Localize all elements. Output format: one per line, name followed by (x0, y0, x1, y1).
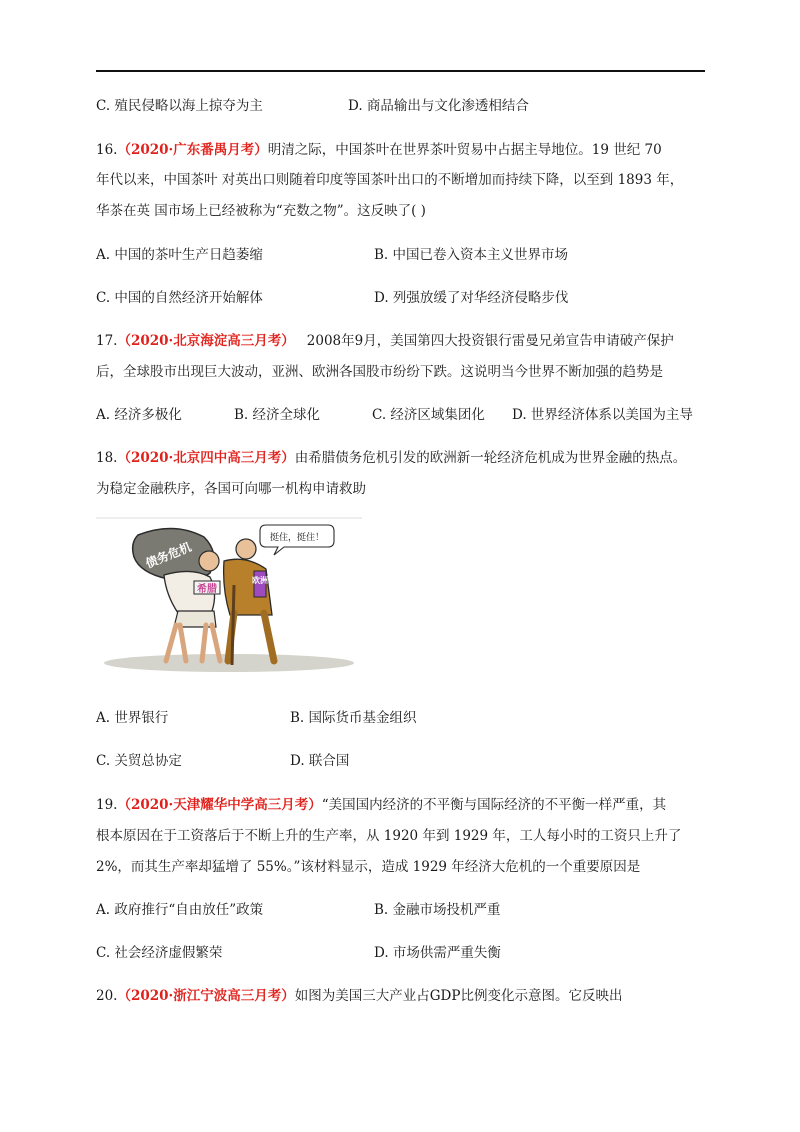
q19-number: 19. (96, 797, 118, 813)
q16-option-a[interactable]: A. 中国的茶叶生产日趋萎缩 (96, 247, 263, 263)
q19-stem-line1 (96, 795, 666, 815)
debt-crisis-cartoon (96, 515, 362, 673)
q17-option-d[interactable]: D. 世界经济体系以美国为主导 (512, 407, 693, 423)
greece-label: 希腊 (197, 584, 217, 595)
q16-text-2: 年代以来，中国茶叶 对英出口则随着印度等国茶叶出口的不断增加而持续下降，以至到 1893 年， (96, 172, 684, 188)
q18-source: （2020·北京四中高三月考） (117, 450, 295, 466)
q19-text-2: 根本原因在于工资落后于不断上升的生产率，从 1920 年到 1929 年，工人每小时的工资只上升了 (96, 828, 682, 844)
q19-option-d[interactable]: D. 市场供需严重失衡 (374, 945, 501, 961)
q18-option-b[interactable]: B. 国际货币基金组织 (290, 710, 417, 726)
q20-source: （2020·浙江宁波高三月考） (117, 988, 295, 1004)
q16-option-d[interactable]: D. 列强放缓了对华经济侵略步伐 (374, 290, 569, 306)
q19-option-a[interactable]: A. 政府推行“自由放任”政策 (96, 902, 264, 918)
q17-option-b[interactable]: B. 经济全球化 (234, 407, 321, 423)
q18-text-1: 由希腊债务危机引发的欧洲新一轮经济危机成为世界金融的热点。 (294, 450, 687, 466)
sack-label: 债务危机 (143, 539, 194, 571)
europe-label: 欧洲 (252, 575, 268, 585)
q16-option-c[interactable]: C. 中国的自然经济开始解体 (96, 290, 263, 306)
q17-source: （2020·北京海淀高三月考） (117, 333, 295, 349)
q15-option-d[interactable]: D. 商品输出与文化渗透相结合 (348, 98, 529, 114)
q16-number: 16. (96, 142, 118, 158)
q18-option-d[interactable]: D. 联合国 (290, 753, 350, 769)
q19-text-3: 2%，而其生产率却猛增了 55%。”该材料显示，造成 1929 年经济大危机的一个重要原因是 (96, 859, 641, 875)
q17-option-c[interactable]: C. 经济区域集团化 (372, 407, 485, 423)
q18-text-2: 为稳定金融秩序，各国可向哪一机构申请救助 (96, 481, 366, 497)
q17-option-a[interactable]: A. 经济多极化 (96, 407, 182, 423)
cane (232, 585, 234, 665)
q18-option-a[interactable]: A. 世界银行 (96, 710, 169, 726)
header-rule (96, 70, 705, 72)
q16-option-b[interactable]: B. 中国已卷入资本主义世界市场 (374, 247, 569, 263)
q19-source: （2020·天津耀华中学高三月考） (117, 797, 322, 813)
q16-source: （2020·广东番禺月考） (117, 142, 268, 158)
q19-option-b[interactable]: B. 金融市场投机严重 (374, 902, 501, 918)
q16-stem-line1 (96, 140, 662, 160)
q19-option-c[interactable]: C. 社会经济虚假繁荣 (96, 945, 223, 961)
q18-stem-line1 (96, 448, 686, 468)
q15-option-c[interactable]: C. 殖民侵略以海上掠夺为主 (96, 98, 263, 114)
q16-text-3: 华茶在英 国市场上已经被称为“充数之物”。这反映了( ) (96, 203, 426, 219)
q17-text-2: 后，全球股市出现巨大波动，亚洲、欧洲各国股市纷纷下跌。这说明当今世界不断加强的趋势是 (96, 364, 663, 380)
q17-stem-line1 (96, 331, 674, 351)
q16-text-1: 明清之际，中国茶叶在世界茶叶贸易中占据主导地位。19 世纪 70 (267, 142, 662, 158)
q19-text-1: “美国国内经济的不平衡与国际经济的不平衡一样严重，其 (321, 797, 667, 813)
q20-stem-line1 (96, 986, 622, 1006)
q20-text-1: 如图为美国三大产业占GDP比例变化示意图。它反映出 (294, 988, 623, 1004)
q17-text-1: 2008年9月，美国第四大投资银行雷曼兄弟宣告申请破产保护 (306, 333, 674, 349)
speech-text: 挺住，挺住！ (269, 533, 325, 543)
q18-option-c[interactable]: C. 关贸总协定 (96, 753, 182, 769)
q17-number: 17. (96, 333, 118, 349)
q20-number: 20. (96, 988, 118, 1004)
q18-number: 18. (96, 450, 118, 466)
